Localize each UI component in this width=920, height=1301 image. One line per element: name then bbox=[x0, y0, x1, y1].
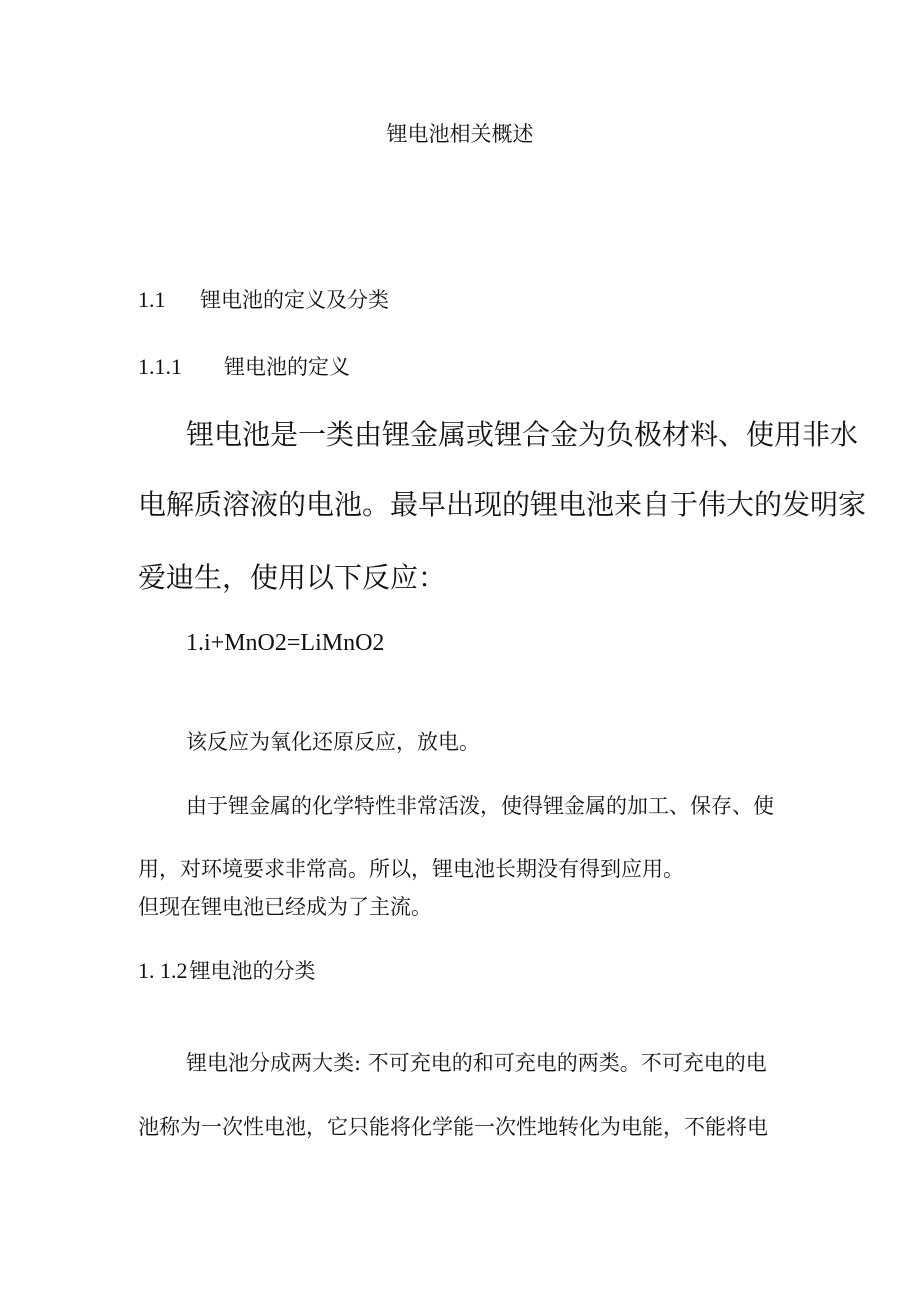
paragraph-line: 电解质溶液的电池。最早出现的锂电池来自于伟大的发明家 bbox=[138, 488, 867, 521]
section-heading-1-1-2 bbox=[138, 955, 316, 985]
section-title: 锂电池的定义及分类 bbox=[200, 288, 389, 312]
paragraph-line: 该反应为氧化还原反应，放电。 bbox=[186, 730, 480, 754]
paragraph-line: 锂电池是一类由锂金属或锂合金为负极材料、使用非水 bbox=[186, 418, 859, 451]
chemical-formula: 1.i+MnO2=LiMnO2 bbox=[186, 630, 385, 656]
section-number: 1.1.1 bbox=[138, 354, 182, 379]
paragraph-line: 爱迪生，使用以下反应： bbox=[138, 561, 447, 594]
paragraph-line: 由于锂金属的化学特性非常活泼，使得锂金属的加工、保存、使 bbox=[186, 794, 774, 818]
section-number: 1. 1.2 bbox=[138, 958, 188, 983]
section-number: 1.1 bbox=[138, 287, 166, 312]
section-heading-1-1 bbox=[138, 284, 389, 314]
document-title: 锂电池相关概述 bbox=[386, 122, 534, 146]
paragraph-line: 池称为一次性电池，它只能将化学能一次性地转化为电能，不能将电 bbox=[138, 1115, 768, 1139]
paragraph-line: 锂电池分成两大类: 不可充电的和可充电的两类。不可充电的电 bbox=[186, 1051, 767, 1075]
section-title: 锂电池的定义 bbox=[224, 355, 350, 379]
paragraph-line: 用，对环境要求非常高。所以，锂电池长期没有得到应用。 bbox=[138, 857, 684, 881]
section-title: 锂电池的分类 bbox=[189, 959, 316, 983]
section-heading-1-1-1 bbox=[138, 351, 350, 381]
paragraph-line: 但现在锂电池已经成为了主流。 bbox=[138, 895, 432, 919]
